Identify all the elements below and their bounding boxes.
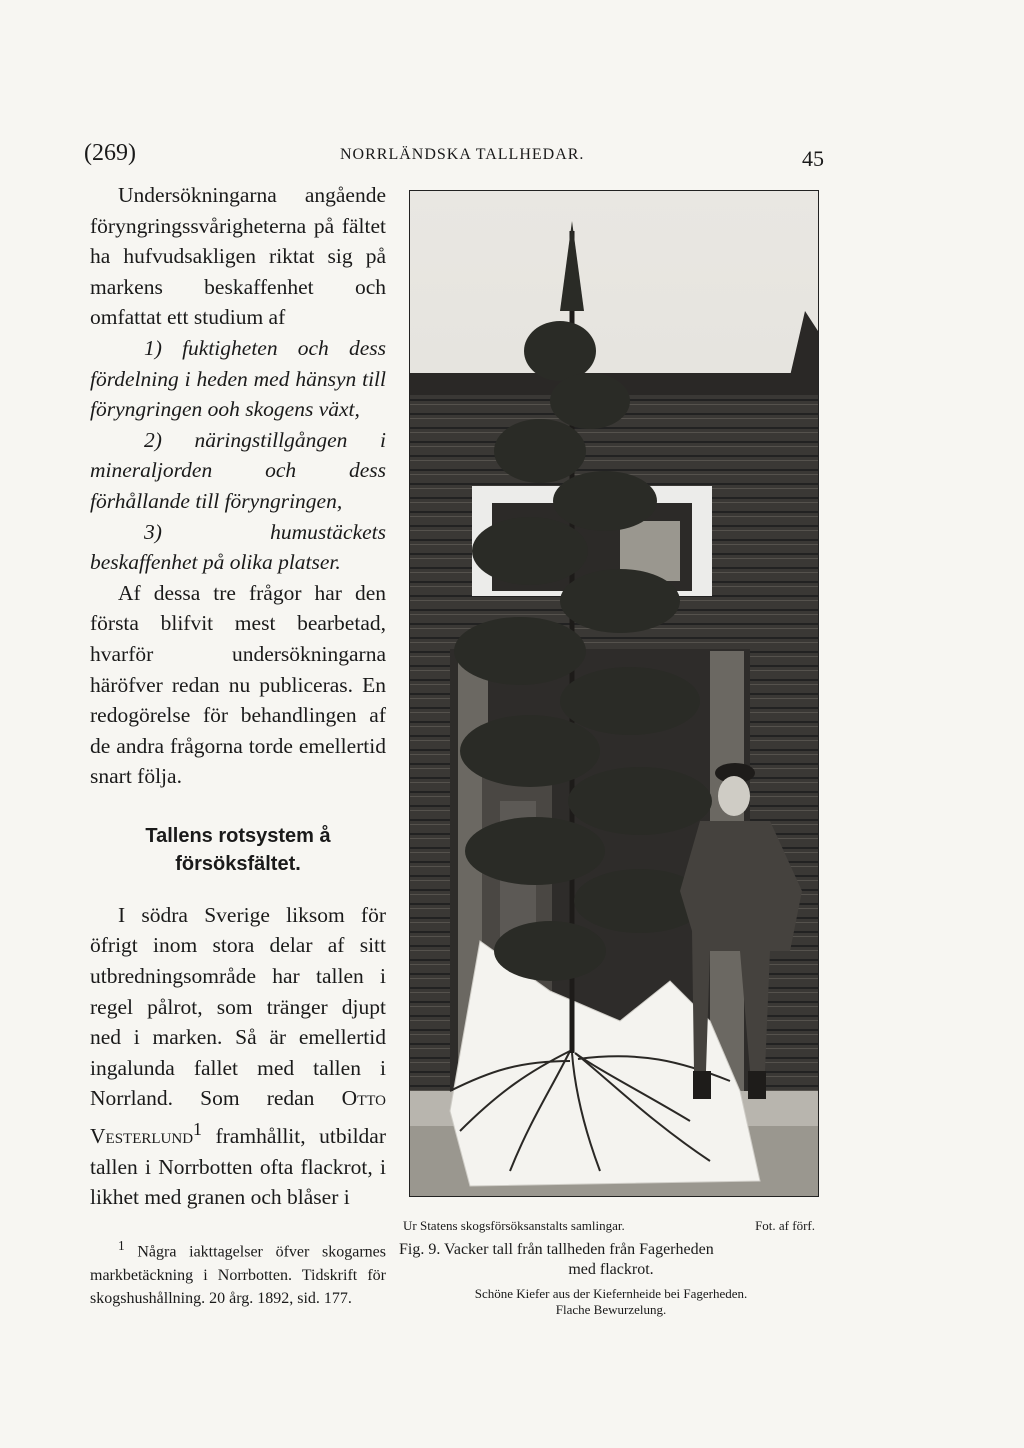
paragraph-2: Af dessa tre frågor har den första blifvit mest bearbetad, hvarför undersökningarna häröfver redan nu publiceras. En redogörelse för behandlingen af de andra frågorna torde emellertid snart följa. <box>90 580 386 789</box>
figure-caption <box>399 1218 823 1318</box>
section-heading: Tallens rotsystem å försöksfältet. <box>145 824 331 875</box>
paragraph-3-start: I södra Sverige liksom för öfrigt inom stora delar af sitt utbredningsområde har tallen i regel pålrot, som tränger djupt ned i marken. Så är emellertid ingalunda fallet med tallen i Norrland. Som redan <box>90 902 386 1111</box>
pine-tree-photo <box>410 191 818 1196</box>
footnote-body: Några iakttagelser öfver skogarnes markbetäckning i Norrbotten. Tidskrift för skogshushållning. 20 årg. 1892, sid. 177. <box>90 1243 386 1308</box>
footnote-text <box>90 1234 386 1311</box>
paragraph-3-end: framhållit, utbildar tallen i Norrbotten ofta flackrot, i likhet med granen och blåser i <box>90 1124 386 1210</box>
paragraph-3 <box>90 900 386 1213</box>
figure-source: Ur Statens skogsförsöksanstalts samlingar. <box>403 1218 625 1233</box>
footnote <box>90 1234 386 1311</box>
main-text-column <box>90 180 386 1213</box>
figure-source-line <box>399 1218 823 1236</box>
footnote-mark: 1 <box>118 1238 125 1253</box>
intro-paragraph: Undersökningarna angående föryngringssvårigheterna på fältet ha hufvudsakligen riktat sig på markens beskaffenhet och omfattat ett studium af <box>90 183 386 330</box>
list-item-3: 3) humustäckets beskaffenhet på olika platser. <box>90 519 386 575</box>
list-item-1: 1) fuktigheten och dess fördelning i heden med hänsyn till föryngringen ooh skogens växt, <box>90 335 386 422</box>
figure-title <box>399 1240 823 1280</box>
photo-credit: Fot. af förf. <box>755 1218 815 1233</box>
figure-title-line-1: Fig. 9. Vacker tall från tallheden från Fagerheden <box>399 1241 714 1258</box>
page-number-right: 45 <box>802 146 824 171</box>
page-header <box>84 140 824 176</box>
footnote-reference: 1 <box>193 1119 202 1140</box>
figure-photograph <box>409 190 819 1197</box>
figure-title-line-2: med flackrot. <box>568 1261 654 1278</box>
caption-german-line-1: Schöne Kiefer aus der Kiefernheide bei Fagerheden. <box>474 1286 748 1301</box>
figure-caption-german <box>399 1286 823 1318</box>
page-number-left: (269) <box>84 140 136 166</box>
list-item-2: 2) näringstillgången i mineraljorden och dess förhållande till föryngringen, <box>90 427 386 513</box>
caption-german-line-2: Flache Bewurzelung. <box>555 1302 667 1317</box>
running-title: NORRLÄNDSKA TALLHEDAR. <box>340 146 585 163</box>
author-name: Otto Vesterlund <box>90 1086 386 1149</box>
